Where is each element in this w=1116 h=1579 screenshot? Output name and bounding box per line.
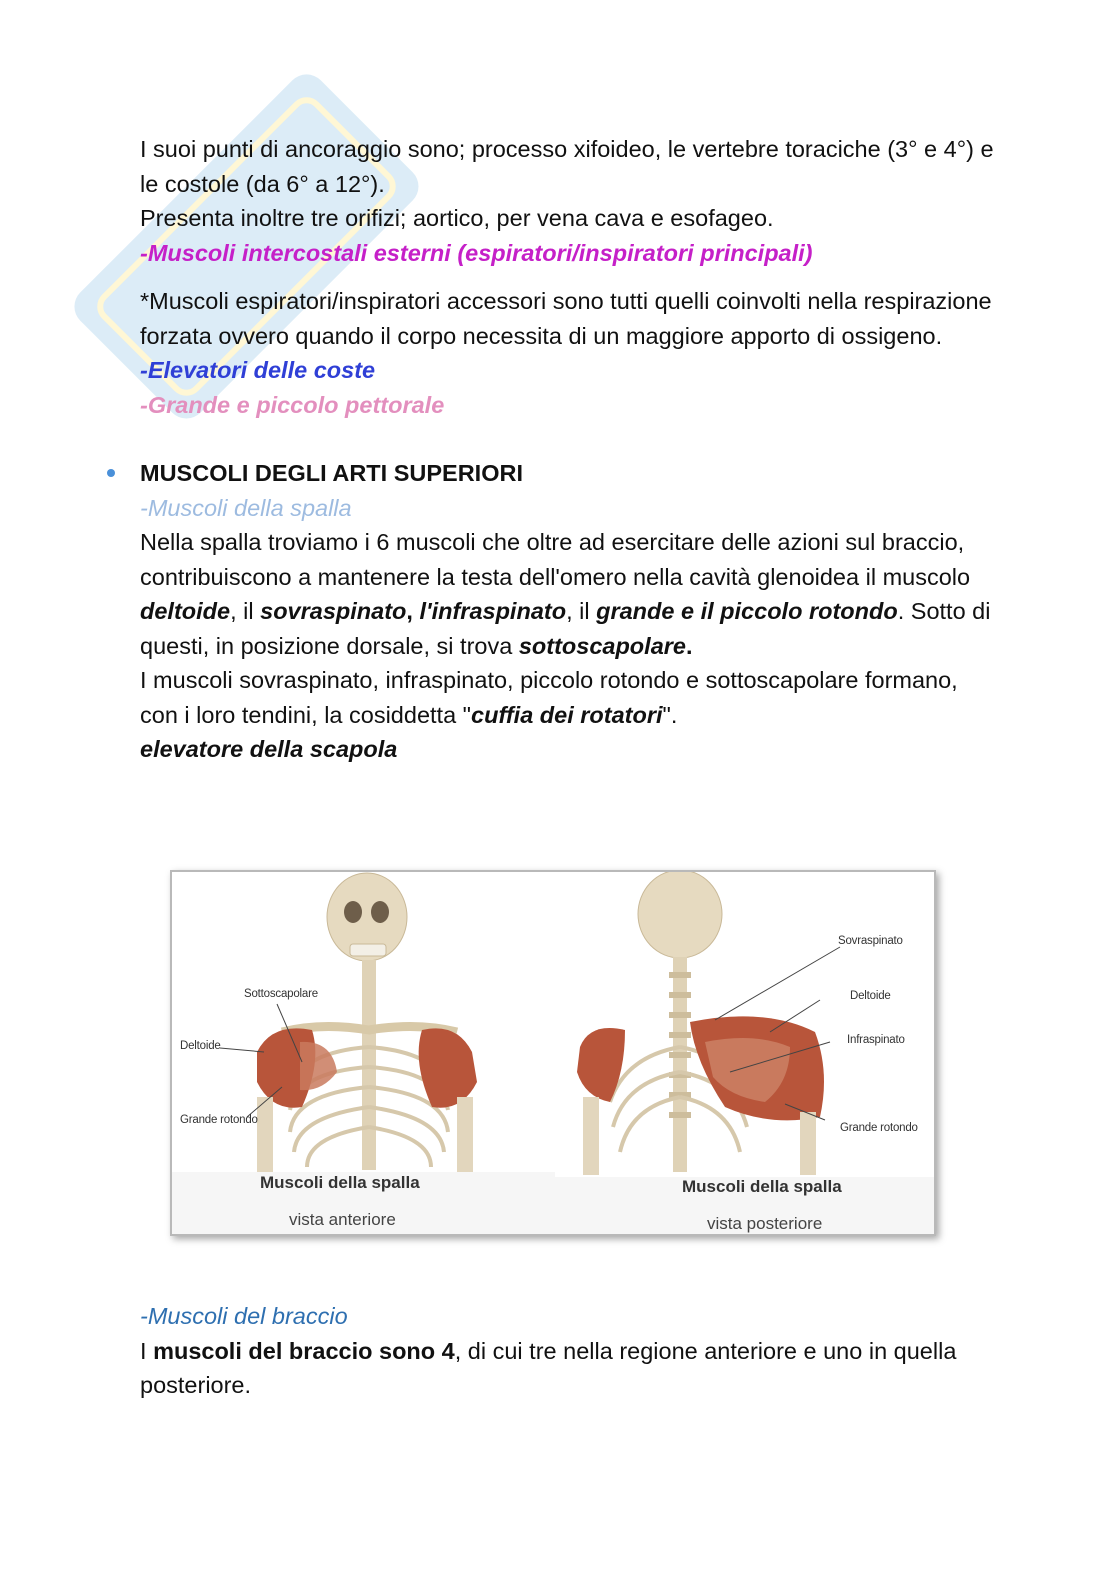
term-infraspinato: l'infraspinato bbox=[419, 598, 567, 624]
section-heading-row bbox=[140, 456, 1000, 491]
term-sovraspinato: sovraspinato bbox=[260, 598, 407, 624]
label-sovraspinato: Sovraspinato bbox=[838, 935, 903, 947]
paragraph-braccio: I muscoli del braccio sono 4, di cui tre nella regione anteriore e uno in quella posteriore. bbox=[140, 1337, 957, 1398]
shoulder-muscles-figure bbox=[170, 870, 936, 1236]
caption-title-anterior: Muscoli della spalla bbox=[260, 1173, 420, 1192]
caption-sub-anterior: vista anteriore bbox=[289, 1210, 396, 1229]
label-deltoide-anterior: Deltoide bbox=[180, 1040, 221, 1052]
label-deltoide-posterior: Deltoide bbox=[850, 990, 891, 1002]
caption-sub-posterior: vista posteriore bbox=[707, 1214, 823, 1233]
term-elevatore: elevatore della scapola bbox=[140, 736, 398, 762]
document-body-lower bbox=[140, 1299, 1000, 1403]
term-sottoscapolare: sottoscapolare bbox=[518, 632, 686, 659]
anterior-view-panel bbox=[172, 872, 555, 1234]
subtitle-braccio: -Muscoli del braccio bbox=[140, 1303, 348, 1329]
paragraph-accessori: *Muscoli espiratori/inspiratori accessori sono tutti quelli coinvolti nella respirazione forzata ovvero quando il corpo necessita di un maggiore apporto di ossigeno. bbox=[140, 288, 992, 349]
document-body bbox=[140, 132, 1000, 767]
subtitle-elevatori: -Elevatori delle coste bbox=[140, 357, 376, 383]
section-heading: MUSCOLI DEGLI ARTI SUPERIORI bbox=[140, 460, 523, 486]
subtitle-spalla: -Muscoli della spalla bbox=[140, 494, 352, 521]
label-grande-rotondo-anterior: Grande rotondo bbox=[180, 1114, 258, 1126]
label-sottoscapolare: Sottoscapolare bbox=[244, 988, 318, 1000]
term-cuffia: cuffia dei rotatori bbox=[471, 701, 663, 728]
bullet-dot bbox=[107, 469, 115, 477]
subtitle-pettorale: -Grande e piccolo pettorale bbox=[140, 391, 445, 418]
posterior-view-panel bbox=[555, 872, 934, 1234]
term-deltoide: deltoide bbox=[140, 598, 231, 624]
paragraph-cuffia: I muscoli sovraspinato, infraspinato, piccolo rotondo e sottoscapolare formano, con i loro tendini, la cosiddetta "cuffia dei rotatori". bbox=[140, 667, 958, 728]
subtitle-intercostali: -Muscoli intercostali esterni (espiratori/inspiratori principali) bbox=[140, 239, 813, 266]
term-muscoli-braccio: muscoli del braccio sono 4 bbox=[153, 1337, 455, 1364]
caption-title-posterior: Muscoli della spalla bbox=[682, 1177, 842, 1196]
paragraph-anchorage: I suoi punti di ancoraggio sono; processo xifoideo, le vertebre toraciche (3° e 4°) e le costole (da 6° a 12°). bbox=[140, 136, 994, 197]
paragraph-spalla: Nella spalla troviamo i 6 muscoli che oltre ad esercitare delle azioni sul braccio, contribuiscono a mantenere la testa dell'omero nella cavità glenoidea il muscolo deltoide, il sovraspinato, l'infraspinato, il grande e il piccolo rotondo. Sotto di questi, in posizione dorsale, si trova sottoscapolare. bbox=[140, 529, 991, 659]
term-grande-piccolo-rotondo: grande e il piccolo rotondo bbox=[596, 598, 898, 624]
label-grande-rotondo-posterior: Grande rotondo bbox=[840, 1122, 918, 1134]
label-infraspinato: Infraspinato bbox=[847, 1034, 905, 1046]
paragraph-orifices: Presenta inoltre tre orifizi; aortico, per vena cava e esofageo. bbox=[140, 205, 774, 231]
